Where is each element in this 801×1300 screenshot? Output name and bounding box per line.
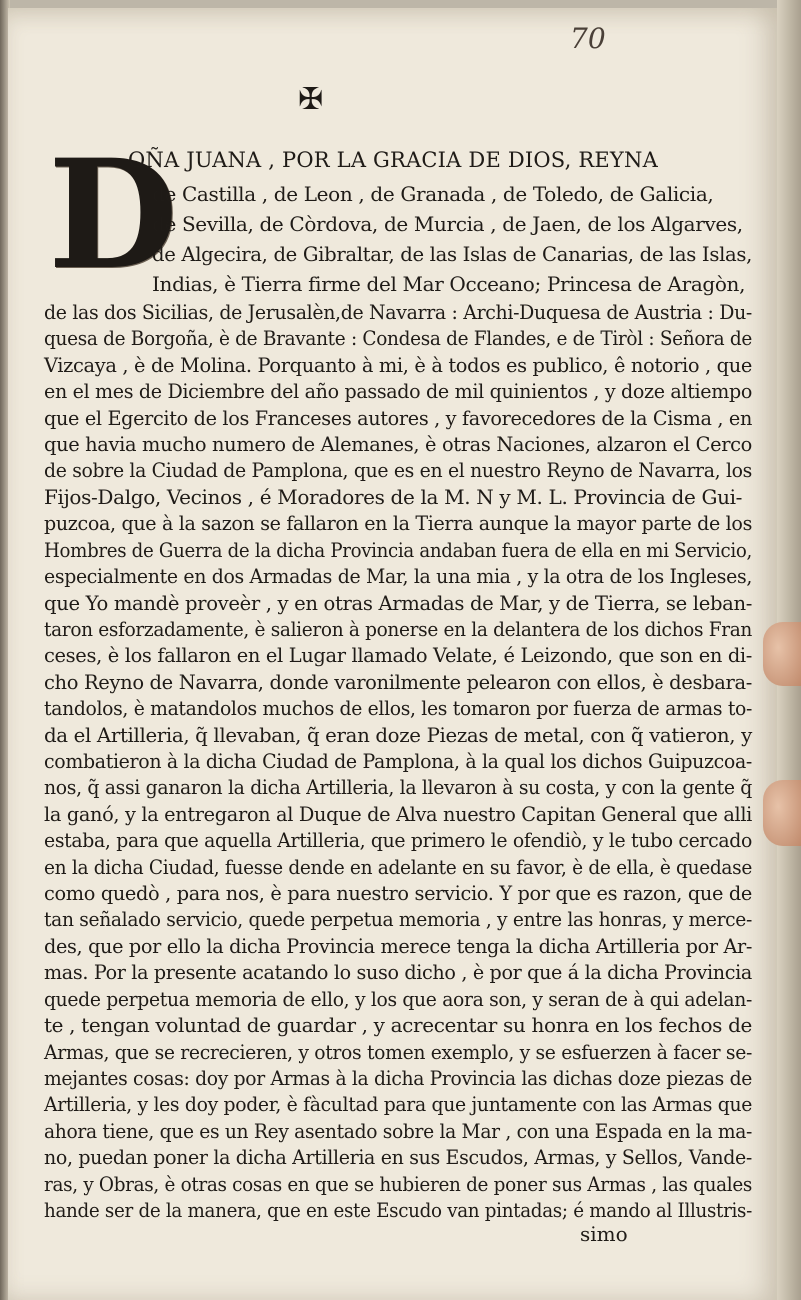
text-line: des, que por ello la dicha Provincia merece tenga la dicha Artilleria por Ar- (44, 933, 753, 958)
text-line: Artilleria, y les doy poder, è fàcultad para que juntamente con las Armas que (44, 1092, 753, 1117)
text-line: mejantes cosas: doy por Armas à la dicha Provincia las dichas doze piezas de (44, 1065, 752, 1090)
text-line: que el Egercito de los Franceses autores , y favorecedores de la Cisma , en (44, 405, 753, 430)
text-line: mas. Por la presente acatando lo suso dicho , è por que á la dicha Provincia (44, 960, 752, 985)
cross-ornament-icon: ✠ (298, 82, 324, 117)
text-line: tan señalado servicio, quede perpetua memoria , y entre las honras, y merce- (44, 907, 752, 932)
drop-capital: D (48, 127, 179, 303)
text-line: Armas, que se recrecieren, y otros tomen exemplo, y se esfuerzen à facer se- (44, 1039, 753, 1064)
text-line: Hombres de Guerra de la dicha Provincia andaban fuera de ella en mi Servicio, (44, 537, 752, 562)
text-line: combatieron à la dicha Ciudad de Pamplona, à la qual los dichos Guipuzcoa- (44, 749, 752, 773)
text-line: cho Reyno de Navarra, donde varonilmente pelearon con ellos, è desbara- (44, 669, 752, 694)
catchword: simo (580, 1222, 628, 1246)
text-line: ras, y Obras, è otras cosas en que se hubieren de poner sus Armas , las quales (44, 1171, 753, 1196)
text-line: ceses, è los fallaron en el Lugar llamado Velate, é Leizondo, que son en di- (44, 643, 753, 668)
text-line: tandolos, è matandolos muchos de ellos, les tomaron por fuerza de armas to- (44, 696, 753, 721)
text-line: de Algecira, de Gibraltar, de las Islas de Canarias, de las Islas, (152, 242, 753, 266)
text-line: especialmente en dos Armadas de Mar, la una mia , y la otra de los Ingleses, (44, 564, 752, 589)
text-line: que Yo mandè proveèr , y en otras Armadas de Mar, y de Tierra, se leban- (44, 590, 753, 615)
text-line: la ganó, y la entregaron al Duque de Alva nuestro Capitan General que alli (44, 801, 753, 826)
finger-shape (763, 780, 801, 846)
text-line: Fijos-Dalgo, Vecinos , é Moradores de la M. N y M. L. Provincia de Gui- (44, 484, 743, 509)
text-line: nos, q̃ assi ganaron la dicha Artilleria, la llevaron à su costa, y con la gente q̃ (44, 775, 753, 800)
text-line: puzcoa, que à la sazon se fallaron en la Tierra aunque la mayor parte de los (44, 511, 753, 536)
text-line: Indias, è Tierra firme del Mar Occeano; Princesa de Aragòn, (152, 272, 746, 296)
text-line: te , tengan voluntad de guardar , y acrecentar su honra en los fechos de (44, 1013, 752, 1038)
text-line: estaba, para que aquella Artilleria, que primero le ofendiò, y le tubo cercado (44, 828, 752, 853)
text-line: como quedò , para nos, è para nuestro servicio. Y por que es razon, que de (44, 881, 752, 906)
text-line: quede perpetua memoria de ello, y los que aora son, y seran de à qui adelan- (44, 986, 752, 1011)
text-line: taron esforzadamente, è salieron à ponerse en la delantera de los dichos Fran (44, 616, 753, 641)
text-line: quesa de Borgoña, è de Bravante : Condesa de Flandes, e de Tiròl : Señora de (44, 326, 753, 351)
text-line: da el Artilleria, q̃ llevaban, q̃ eran doze Piezas de metal, con q̃ vatieron, y (44, 722, 752, 747)
text-line: de Sevilla, de Còrdova, de Murcia , de Jaen, de los Algarves, (152, 212, 743, 236)
text-line: de las dos Sicilias, de Jerusalèn,de Navarra : Archi-Duquesa de Austria : Du- (44, 300, 752, 324)
text-line: en el mes de Diciembre del año passado de mil quinientos , y doze altiempo (44, 379, 753, 404)
text-line: que havia mucho numero de Alemanes, è otras Naciones, alzaron el Cerco (44, 432, 752, 457)
text-line: de sobre la Ciudad de Pamplona, que es en el nuestro Reyno de Navarra, los (44, 458, 752, 483)
folio-number: 70 (570, 22, 606, 55)
text-line: de Castilla , de Leon , de Granada , de Toledo, de Galicia, (152, 182, 714, 206)
text-line: no, puedan poner la dicha Artilleria en sus Escudos, Armas, y Sellos, Vande- (44, 1145, 753, 1170)
text-line: hande ser de la manera, que en este Escudo van pintadas; é mando al Illustris- (44, 1198, 752, 1222)
finger-shape (763, 622, 801, 686)
text-line: ahora tiene, que es un Rey asentado sobre la Mar , con una Espada en la ma- (44, 1118, 753, 1143)
text-line: OÑA JUANA , POR LA GRACIA DE DIOS, REYNA (128, 148, 658, 172)
text-line: en la dicha Ciudad, fuesse dende en adelante en su favor, è de ella, è quedase (44, 854, 753, 879)
text-line: Vizcaya , è de Molina. Porquanto à mi, è à todos es publico, ê notorio , que (44, 352, 753, 377)
